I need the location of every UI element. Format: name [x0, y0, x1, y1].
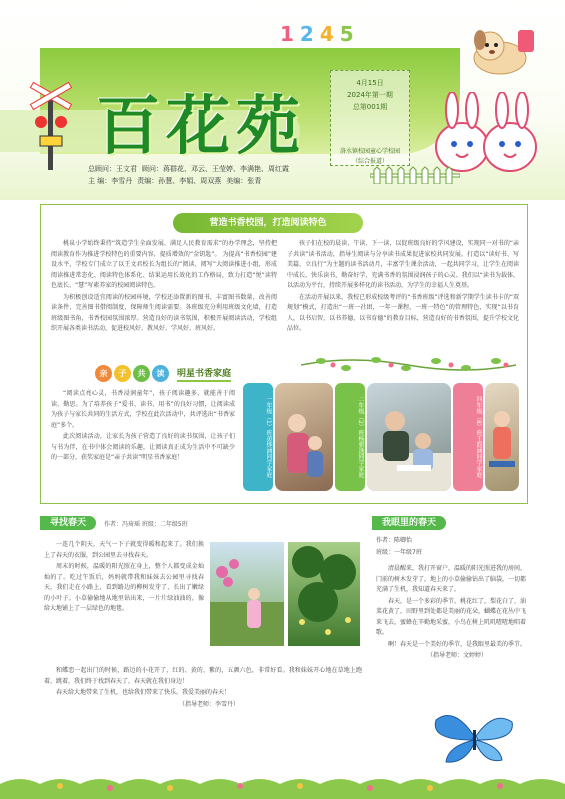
- family-photo-2: [367, 383, 451, 491]
- article-meta: 作者：冯琦瑶 班级：二年级5班: [104, 520, 188, 528]
- butterfly-illustration: [424, 706, 524, 768]
- spring-search-article: [40, 516, 365, 772]
- issue-date: 4月15日: [356, 79, 384, 87]
- article-tag-right: 我眼里的春天: [372, 516, 446, 530]
- reading-campus-section: [40, 204, 528, 504]
- family-reading-heading: 亲 子 共 读 明星书香家庭: [95, 365, 231, 382]
- article-class: 班级：一年级7班: [376, 548, 422, 556]
- spring-photo-1: [210, 542, 284, 646]
- newspaper-title: 百花苑: [96, 89, 306, 164]
- article-author: 作者：陈卿怡: [376, 537, 413, 544]
- photo-caption-3: 四年级（8）班王韵涵同学家庭: [453, 383, 483, 491]
- issue-info-box: [330, 70, 410, 166]
- spring-photos: [210, 542, 360, 646]
- grass-flowers-footer: [0, 770, 565, 799]
- family-photo-3: [485, 383, 519, 491]
- photo-caption-2: 二年级（2）班杨骐逸同学家庭: [335, 383, 365, 491]
- section-banner: 营造书香校园，打造阅读特色: [173, 213, 363, 233]
- editorial-credits: 总顾问：王文君 顾问：蒋群花、邓云、王莹婷、李满艳、周红霞 主 编：李雪丹 责编：孙慧、李娟、周双燕 美编：张青: [88, 165, 289, 185]
- article-left-column: 桃泉小学始终秉持“筑造学生全面发展，满足人民教育需求”的办学理念，坚持把阅读教育作为推进学校特色的重要内容，提质增效的“金钥匙”。 为提高“书香校园”建设水平，学校专门成立了以王文君校长为组长的“阅读、阅写”大阅读推进小组，形成阅读推进常态化、阅读特色体系化、结果运用长效化的工作格局，致力打造“悦”读特色底长、“慧”写素养家的校园阅读特色。 为积极创设适宜阅读的校园环境，学校还添置新的图书，丰富图书数量，改善阅读条件，完善图书借阅制度，保障师生阅读需要。各班级充分利用班级文化墙，打造班级图书角，书香校园氛围浓厚。营造良好的读书氛围，积极开展阅读活动，学校组织开展各类读书活动，促进校风好、教风好、学风好、班风好。: [51, 240, 277, 332]
- article-text-right: 清晨醒来，我打开窗户，温暖的阳光照进我的房间，门前的树木发芽了，地上的小草偷偷钻出了脑袋，一切都充满了生机，我知道春天来了。 春天，是一个多彩的季节。桃花红了，梨花白了，油菜花黄了，田野里到处都是美丽的花朵，蝴蝶在花丛中飞来飞去，蜜蜂在辛勤地采蜜，小鸟在树上叽叽喳喳地唱着歌。 啊！春天是一个美好的季节，是我眼里最美的季节。 （指导老师：文婷婷）: [376, 565, 526, 659]
- family-reading-text: “阅读点亮心灵，书香浸润童年”，孩子阅读趣多，就能善于阅读、勤思。为了培养孩子“爱书、读书、用书”的良好习惯，让阅读成为孩子与家长共同的生活方式，学校在此次活动中，共评选出“书香家庭”多个。 此次阅读活动，让家长为孩子营造了良好的读书氛围，让孩子们与书为伴，在书中体会阅读的乐趣，让阅读真正成为生活中不可缺少的一部分，获奖家庭是“亲子共读”明星书香家庭！: [51, 390, 235, 461]
- my-spring-article: [372, 516, 527, 772]
- photo-caption-1: 一年级（1）班黄烨涵同学家庭: [243, 383, 273, 491]
- family-photo-1: [275, 383, 333, 491]
- article-right-column: 孩子们在校的晨读、午读、下一读，以促班级良好的学风建设，实现同一对书的“亲子共读”读书活动，指导生阅读与分享读书成果促进家校共同发展。打造以“读好书、写美篇、立良行”为主题的读书活动月，丰富学生课余活动，一起共同学习，让学生在阅读中成长，快乐读书，勤奋好学，充满书香的氛围浸润孩子的心灵。我们以“读书为载体，以活动为平台，持续开展多样化的读书活动，为学生的幸福人生奠基。 在活动开展以来，我校已形成校级考评的“书香班级”评选和新学期学生读书卡的“双规划”模式，打造出“一班一社团，一年一课程，一班一特色”的管理特色，实现“以书育人，以书启智，以书养德，以书育德”的教育目标，营造良好的书香氛围，提升学校文化品位。: [287, 240, 519, 332]
- masthead: [0, 0, 565, 200]
- railroad-crossing-icon: [26, 80, 76, 170]
- picket-fence-icon: [370, 166, 460, 184]
- family-photos: [243, 383, 519, 491]
- deco-number-letters: 1245: [280, 22, 360, 46]
- article-heading: [40, 516, 188, 530]
- issue-total: 总第001期: [352, 103, 388, 111]
- article-tag: 寻找春天: [40, 516, 96, 530]
- article-text-top: 一连几个阴天，天气一下子就变得暖和起来了。我们换上了春天的衣服，到公园里去寻找春天。 周末的时候，温暖的阳光照在身上，整个人都变成金灿灿的了。吃过午饭后，妈妈就带我和妹妹去公园里寻找春天，我们走在小路上，看到路边的柳树发芽了，长出了嫩绿的小叶子。小草偷偷地从地里钻出来，一片片绿油油的，像给大地铺上了一层绿色的地毯。: [44, 541, 204, 612]
- leaf-garland-decoration: [301, 355, 516, 375]
- article-text-bottom: 和蝶恋一起出门的时候，路边的小花开了，红的、黄的、紫的，五颜六色，非常好看。我和妹妹开心地在草地上跑着，跳着，我们终于找到春天了，春天就在我们身边！ 春天给大地带来了生机，也给我们带来了快乐。我爱美丽的春天！ （指导老师：李雪丹）: [44, 667, 362, 708]
- spring-photo-2: [288, 542, 360, 646]
- publisher-unit: 洛水镇校园童心学校园（综合报道）: [339, 148, 400, 165]
- puppy-illustration: [460, 26, 540, 76]
- issue-year: 2024年第一期: [347, 91, 393, 99]
- sub-heading-title: 明星书香家庭: [177, 366, 231, 382]
- rabbit-illustration: [432, 92, 542, 172]
- article-author-block: [376, 536, 526, 560]
